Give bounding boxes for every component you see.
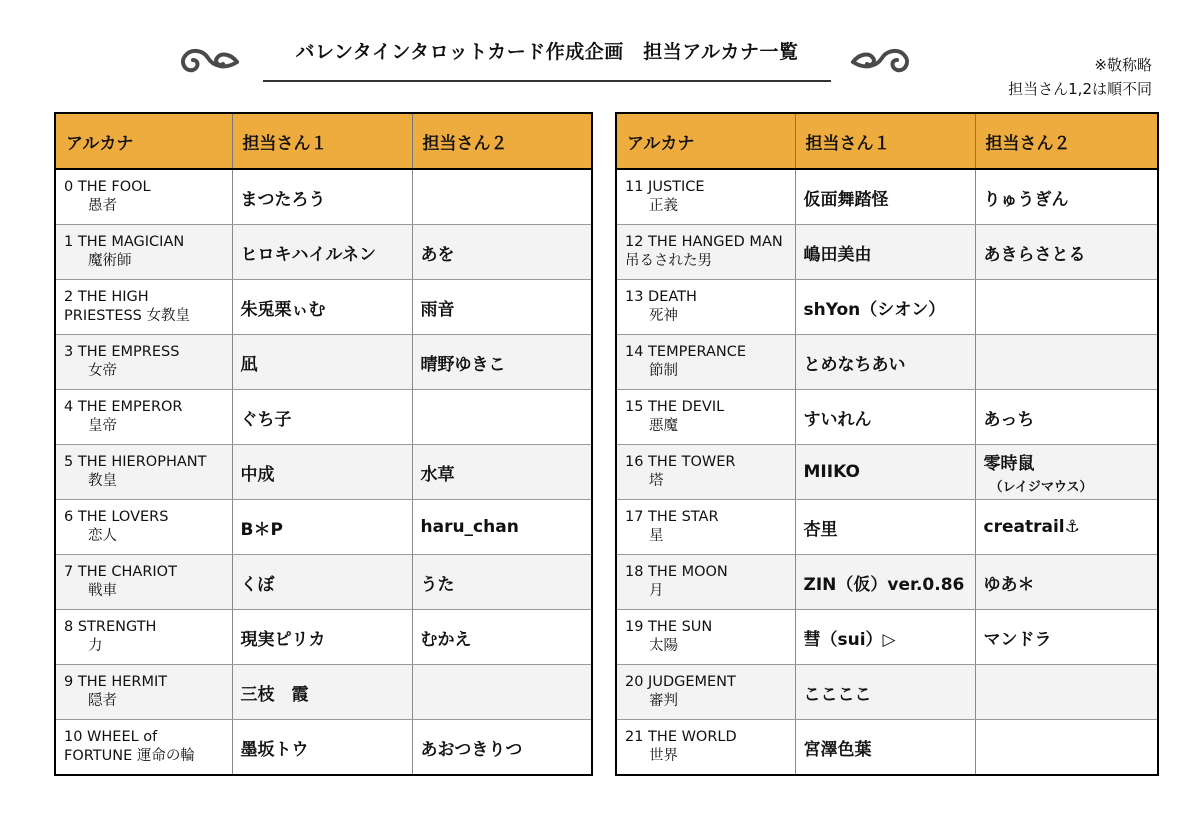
assignee-1-cell: 仮面舞踏怪 bbox=[795, 169, 975, 225]
assignee-1-cell: 凪 bbox=[232, 335, 412, 390]
arcana-cell bbox=[616, 169, 795, 225]
arcana-table-left bbox=[54, 112, 593, 776]
assignee-1-cell: ヒロキハイルネン bbox=[232, 225, 412, 280]
arcana-english-name: 16 THE TOWER bbox=[625, 454, 736, 470]
assignee-2-cell bbox=[412, 169, 592, 225]
arcana-cell bbox=[616, 555, 795, 610]
table-header-row bbox=[55, 113, 592, 169]
arcana-english-name: 6 THE LOVERS bbox=[64, 509, 169, 525]
table-row bbox=[616, 169, 1158, 225]
assignee-2-cell bbox=[975, 720, 1158, 776]
arcana-cell bbox=[55, 280, 232, 335]
arcana-cell bbox=[616, 610, 795, 665]
table-row bbox=[55, 280, 592, 335]
assignee-2-cell bbox=[412, 390, 592, 445]
arcana-english-name: 10 WHEEL of FORTUNE 運命の輪 bbox=[64, 729, 195, 764]
arcana-japanese-name: 隠者 bbox=[88, 693, 117, 709]
arcana-english-name: 8 STRENGTH bbox=[64, 619, 157, 635]
table-row bbox=[616, 225, 1158, 280]
arcana-cell bbox=[55, 610, 232, 665]
arcana-cell bbox=[616, 390, 795, 445]
arcana-english-name: 9 THE HERMIT bbox=[64, 674, 168, 690]
header-arcana: アルカナ bbox=[616, 113, 795, 169]
table-header-row bbox=[616, 113, 1158, 169]
assignee-2-cell: 雨音 bbox=[412, 280, 592, 335]
arcana-japanese-name: 審判 bbox=[649, 693, 678, 709]
assignee-1-cell: 嶋田美由 bbox=[795, 225, 975, 280]
arcana-japanese-name: 力 bbox=[88, 638, 103, 654]
table-row bbox=[616, 390, 1158, 445]
assignee-2-cell bbox=[975, 665, 1158, 720]
arcana-japanese-name: 魔術師 bbox=[88, 253, 132, 269]
arcana-japanese-name: 塔 bbox=[649, 473, 664, 489]
table-row bbox=[55, 720, 592, 776]
arcana-english-name: 5 THE HIEROPHANT bbox=[64, 454, 207, 470]
arcana-cell bbox=[616, 335, 795, 390]
assignee-2-cell bbox=[975, 280, 1158, 335]
assignee-2-cell: あきらさとる bbox=[975, 225, 1158, 280]
arcana-cell bbox=[55, 500, 232, 555]
table-row bbox=[55, 169, 592, 225]
table-row bbox=[616, 445, 1158, 500]
table-row bbox=[616, 555, 1158, 610]
assignee-1-cell: 三枝 霞 bbox=[232, 665, 412, 720]
assignee-1-cell: 中成 bbox=[232, 445, 412, 500]
assignee-2-cell: マンドラ bbox=[975, 610, 1158, 665]
assignee-1-cell: 朱兎栗ぃむ bbox=[232, 280, 412, 335]
assignee-1-cell: ぐち子 bbox=[232, 390, 412, 445]
assignee-1-cell: 宮澤色葉 bbox=[795, 720, 975, 776]
assignee-2-cell bbox=[975, 335, 1158, 390]
assignee-1-cell: 杏里 bbox=[795, 500, 975, 555]
arcana-cell bbox=[616, 720, 795, 776]
table-row bbox=[616, 280, 1158, 335]
arcana-japanese-name: 悪魔 bbox=[649, 418, 678, 434]
assignee-2-cell: あっち bbox=[975, 390, 1158, 445]
arcana-cell bbox=[55, 390, 232, 445]
arcana-english-name: 13 DEATH bbox=[625, 289, 697, 305]
arcana-cell bbox=[55, 445, 232, 500]
assignee-2-cell: あおつきりつ bbox=[412, 720, 592, 776]
note-line-1: ※敬称略 bbox=[1094, 56, 1152, 74]
assignee-1-cell: すいれん bbox=[795, 390, 975, 445]
note bbox=[994, 53, 1152, 101]
arcana-japanese-name: 太陽 bbox=[649, 638, 678, 654]
arcana-english-name: 2 THE HIGH PRIESTESS 女教皇 bbox=[64, 289, 190, 324]
arcana-japanese-name: 愚者 bbox=[88, 198, 117, 214]
arcana-english-name: 11 JUSTICE bbox=[625, 179, 705, 195]
arcana-english-name: 1 THE MAGICIAN bbox=[64, 234, 185, 250]
header-assignee-2: 担当さん２ bbox=[412, 113, 592, 169]
assignee-2-cell: りゅうぎん bbox=[975, 169, 1158, 225]
assignee-2-cell: creatrail⚓ bbox=[975, 500, 1158, 555]
arcana-table-left-body bbox=[55, 169, 592, 775]
header-arcana: アルカナ bbox=[55, 113, 232, 169]
assignee-1-cell: B＊P bbox=[232, 500, 412, 555]
arcana-cell bbox=[55, 720, 232, 776]
arcana-english-name: 17 THE STAR bbox=[625, 509, 719, 525]
arcana-japanese-name: 正義 bbox=[649, 198, 678, 214]
assignee-2-cell bbox=[412, 665, 592, 720]
table-row bbox=[55, 555, 592, 610]
arcana-english-name: 3 THE EMPRESS bbox=[64, 344, 180, 360]
table-row bbox=[616, 500, 1158, 555]
arcana-cell bbox=[616, 665, 795, 720]
title-area bbox=[263, 34, 831, 82]
arcana-japanese-name: 女帝 bbox=[88, 363, 117, 379]
arcana-japanese-name: 死神 bbox=[649, 308, 678, 324]
table-row bbox=[55, 610, 592, 665]
arcana-english-name: 21 THE WORLD bbox=[625, 729, 737, 745]
arcana-japanese-name: 恋人 bbox=[88, 528, 117, 544]
assignee-2-cell: むかえ bbox=[412, 610, 592, 665]
arcana-english-name: 7 THE CHARIOT bbox=[64, 564, 177, 580]
assignee-1-cell: まつたろう bbox=[232, 169, 412, 225]
assignee-1-cell: とめなちあい bbox=[795, 335, 975, 390]
assignee-2-cell bbox=[975, 445, 1158, 500]
arcana-cell bbox=[55, 169, 232, 225]
assignee-2-name: 零時鼠 bbox=[983, 454, 1035, 474]
header-assignee-1: 担当さん１ bbox=[232, 113, 412, 169]
arcana-cell bbox=[616, 445, 795, 500]
arcana-english-name: 0 THE FOOL bbox=[64, 179, 151, 195]
assignee-2-cell: あを bbox=[412, 225, 592, 280]
assignee-2-cell: ゆあ＊ bbox=[975, 555, 1158, 610]
arcana-english-name: 18 THE MOON bbox=[625, 564, 728, 580]
assignee-1-cell: くぼ bbox=[232, 555, 412, 610]
arcana-cell bbox=[616, 225, 795, 280]
arcana-english-name: 15 THE DEVIL bbox=[625, 399, 725, 415]
header-assignee-2: 担当さん２ bbox=[975, 113, 1158, 169]
arcana-english-name: 14 TEMPERANCE bbox=[625, 344, 747, 360]
arcana-english-name: 4 THE EMPEROR bbox=[64, 399, 183, 415]
assignee-2-cell: 晴野ゆきこ bbox=[412, 335, 592, 390]
table-row bbox=[616, 335, 1158, 390]
arcana-cell bbox=[55, 555, 232, 610]
assignee-1-cell: ZIN（仮）ver.0.86 bbox=[795, 555, 975, 610]
arcana-table-right bbox=[615, 112, 1159, 776]
arcana-cell bbox=[55, 665, 232, 720]
assignee-1-cell: 墨坂トウ bbox=[232, 720, 412, 776]
page-title: バレンタインタロットカード作成企画 担当アルカナ一覧 bbox=[295, 41, 799, 63]
arcana-cell bbox=[616, 280, 795, 335]
assignee-1-cell: MIIKO bbox=[795, 445, 975, 500]
arcana-japanese-name: 教皇 bbox=[88, 473, 117, 489]
assignee-2-cell: haru_chan bbox=[412, 500, 592, 555]
table-row bbox=[55, 335, 592, 390]
arcana-cell bbox=[616, 500, 795, 555]
arcana-table-right-body bbox=[616, 169, 1158, 775]
table-row bbox=[616, 720, 1158, 776]
arcana-japanese-name: 世界 bbox=[649, 748, 678, 764]
table-row bbox=[55, 225, 592, 280]
arcana-english-name: 20 JUDGEMENT bbox=[625, 674, 736, 690]
arcana-japanese-name: 節制 bbox=[649, 363, 678, 379]
table-row bbox=[616, 610, 1158, 665]
table-row bbox=[55, 665, 592, 720]
arcana-english-name: 12 THE HANGED MAN 吊るされた男 bbox=[625, 234, 783, 269]
arcana-japanese-name: 月 bbox=[649, 583, 664, 599]
table-row bbox=[616, 665, 1158, 720]
table-row bbox=[55, 500, 592, 555]
assignee-1-cell: ここここ bbox=[795, 665, 975, 720]
arcana-cell bbox=[55, 335, 232, 390]
note-line-2: 担当さん1,2は順不同 bbox=[1008, 80, 1152, 98]
assignee-1-cell: shYon（シオン） bbox=[795, 280, 975, 335]
left-swirl-ornament bbox=[175, 40, 241, 80]
assignee-2-cell: うた bbox=[412, 555, 592, 610]
assignee-1-cell: 彗（sui）▷ bbox=[795, 610, 975, 665]
right-swirl-ornament bbox=[849, 40, 915, 80]
assignee-2-reading: （レイジマウス） bbox=[989, 480, 1093, 495]
assignee-1-cell: 現実ピリカ bbox=[232, 610, 412, 665]
arcana-cell bbox=[55, 225, 232, 280]
table-row bbox=[55, 445, 592, 500]
table-row bbox=[55, 390, 592, 445]
arcana-english-name: 19 THE SUN bbox=[625, 619, 713, 635]
header-assignee-1: 担当さん１ bbox=[795, 113, 975, 169]
arcana-japanese-name: 戦車 bbox=[88, 583, 117, 599]
arcana-japanese-name: 星 bbox=[649, 528, 664, 544]
assignee-2-cell: 水草 bbox=[412, 445, 592, 500]
arcana-japanese-name: 皇帝 bbox=[88, 418, 117, 434]
